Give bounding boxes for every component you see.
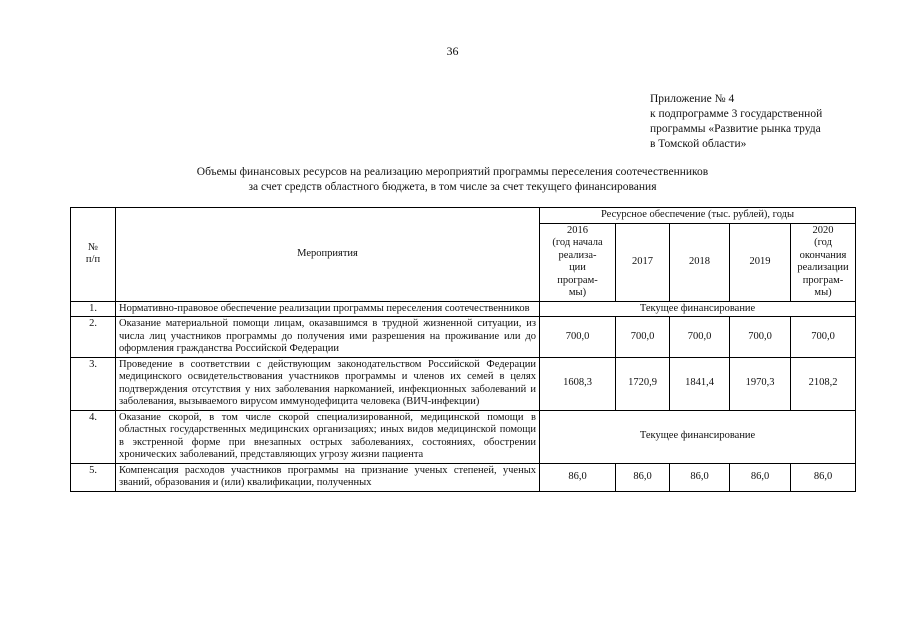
row-activity: Компенсация расходов участников программы на признание ученых степеней, ученых званий, образования и (или) квалификации, полученных: [116, 463, 540, 491]
row-activity: Оказание материальной помощи лицам, оказавшимся в трудной жизненной ситуации, из числа лиц участников программы до получения ими разрешения на проживание или до оформления гражданства Российской Федерации: [116, 317, 540, 358]
table-row: [71, 317, 856, 358]
header-resources: Ресурсное обеспечение (тыс. рублей), годы: [540, 208, 856, 224]
row-activity: Нормативно-правовое обеспечение реализации программы переселения соотечественников: [116, 301, 540, 317]
row-merged-funding: Текущее финансирование: [540, 410, 856, 463]
header-year-2016: 2016 (год начала реализа- ции програм- мы): [540, 223, 616, 301]
row-merged-funding: Текущее финансирование: [540, 301, 856, 317]
document-title: [0, 165, 905, 195]
value-2017: 700,0: [616, 317, 670, 358]
value-2020: 700,0: [791, 317, 856, 358]
row-num: 3.: [71, 357, 116, 410]
value-2016: 700,0: [540, 317, 616, 358]
value-2017: 1720,9: [616, 357, 670, 410]
table-row: [71, 357, 856, 410]
row-num: 4.: [71, 410, 116, 463]
header-year-2019: 2019: [730, 223, 791, 301]
table-row: [71, 410, 856, 463]
value-2019: 1970,3: [730, 357, 791, 410]
row-num: 5.: [71, 463, 116, 491]
table-row: [71, 301, 856, 317]
value-2016: 86,0: [540, 463, 616, 491]
header-year-2017: 2017: [616, 223, 670, 301]
row-num: 1.: [71, 301, 116, 317]
header-num: № п/п: [71, 208, 116, 302]
value-2018: 1841,4: [670, 357, 730, 410]
appendix-line: к подпрограмме 3 государственной: [650, 108, 823, 120]
row-activity: Оказание скорой, в том числе скорой специализированной, медицинской помощи в областных государственных медицинских организациях; иных видов медицинской помощи в экстренной форме при внезапных острых заболеваниях, состояниях, обострении хронических заболеваний, представляющих угрозу жизни пациента: [116, 410, 540, 463]
header-year-2020: 2020 (год окончания реализации програм- мы): [791, 223, 856, 301]
value-2018: 86,0: [670, 463, 730, 491]
row-num: 2.: [71, 317, 116, 358]
row-activity: Проведение в соответствии с действующим законодательством Российской Федерации медицинского освидетельствования участников программы и членов их семей в целях подтверждения отсутствия у них заболевания наркоманией, инфекционных заболеваний и заболевания, вызываемого вирусом иммунодефицита человека (ВИЧ-инфекции): [116, 357, 540, 410]
value-2019: 700,0: [730, 317, 791, 358]
appendix-line: программы «Развитие рынка труда: [650, 123, 821, 135]
header-year-2018: 2018: [670, 223, 730, 301]
value-2019: 86,0: [730, 463, 791, 491]
value-2020: 2108,2: [791, 357, 856, 410]
table-row: [71, 463, 856, 491]
header-activity: Мероприятия: [116, 208, 540, 302]
title-line: за счет средств областного бюджета, в том числе за счет текущего финансирования: [248, 181, 657, 193]
appendix-line: Приложение № 4: [650, 93, 735, 105]
value-2017: 86,0: [616, 463, 670, 491]
appendix-header: [650, 92, 822, 152]
appendix-line: в Томской области»: [650, 138, 747, 150]
title-line: Объемы финансовых ресурсов на реализацию мероприятий программы переселения соотечественников: [196, 166, 709, 178]
value-2018: 700,0: [670, 317, 730, 358]
page-number: 36: [446, 44, 459, 58]
value-2016: 1608,3: [540, 357, 616, 410]
financing-table: [70, 207, 856, 492]
value-2020: 86,0: [791, 463, 856, 491]
table-header-row: [71, 208, 856, 224]
